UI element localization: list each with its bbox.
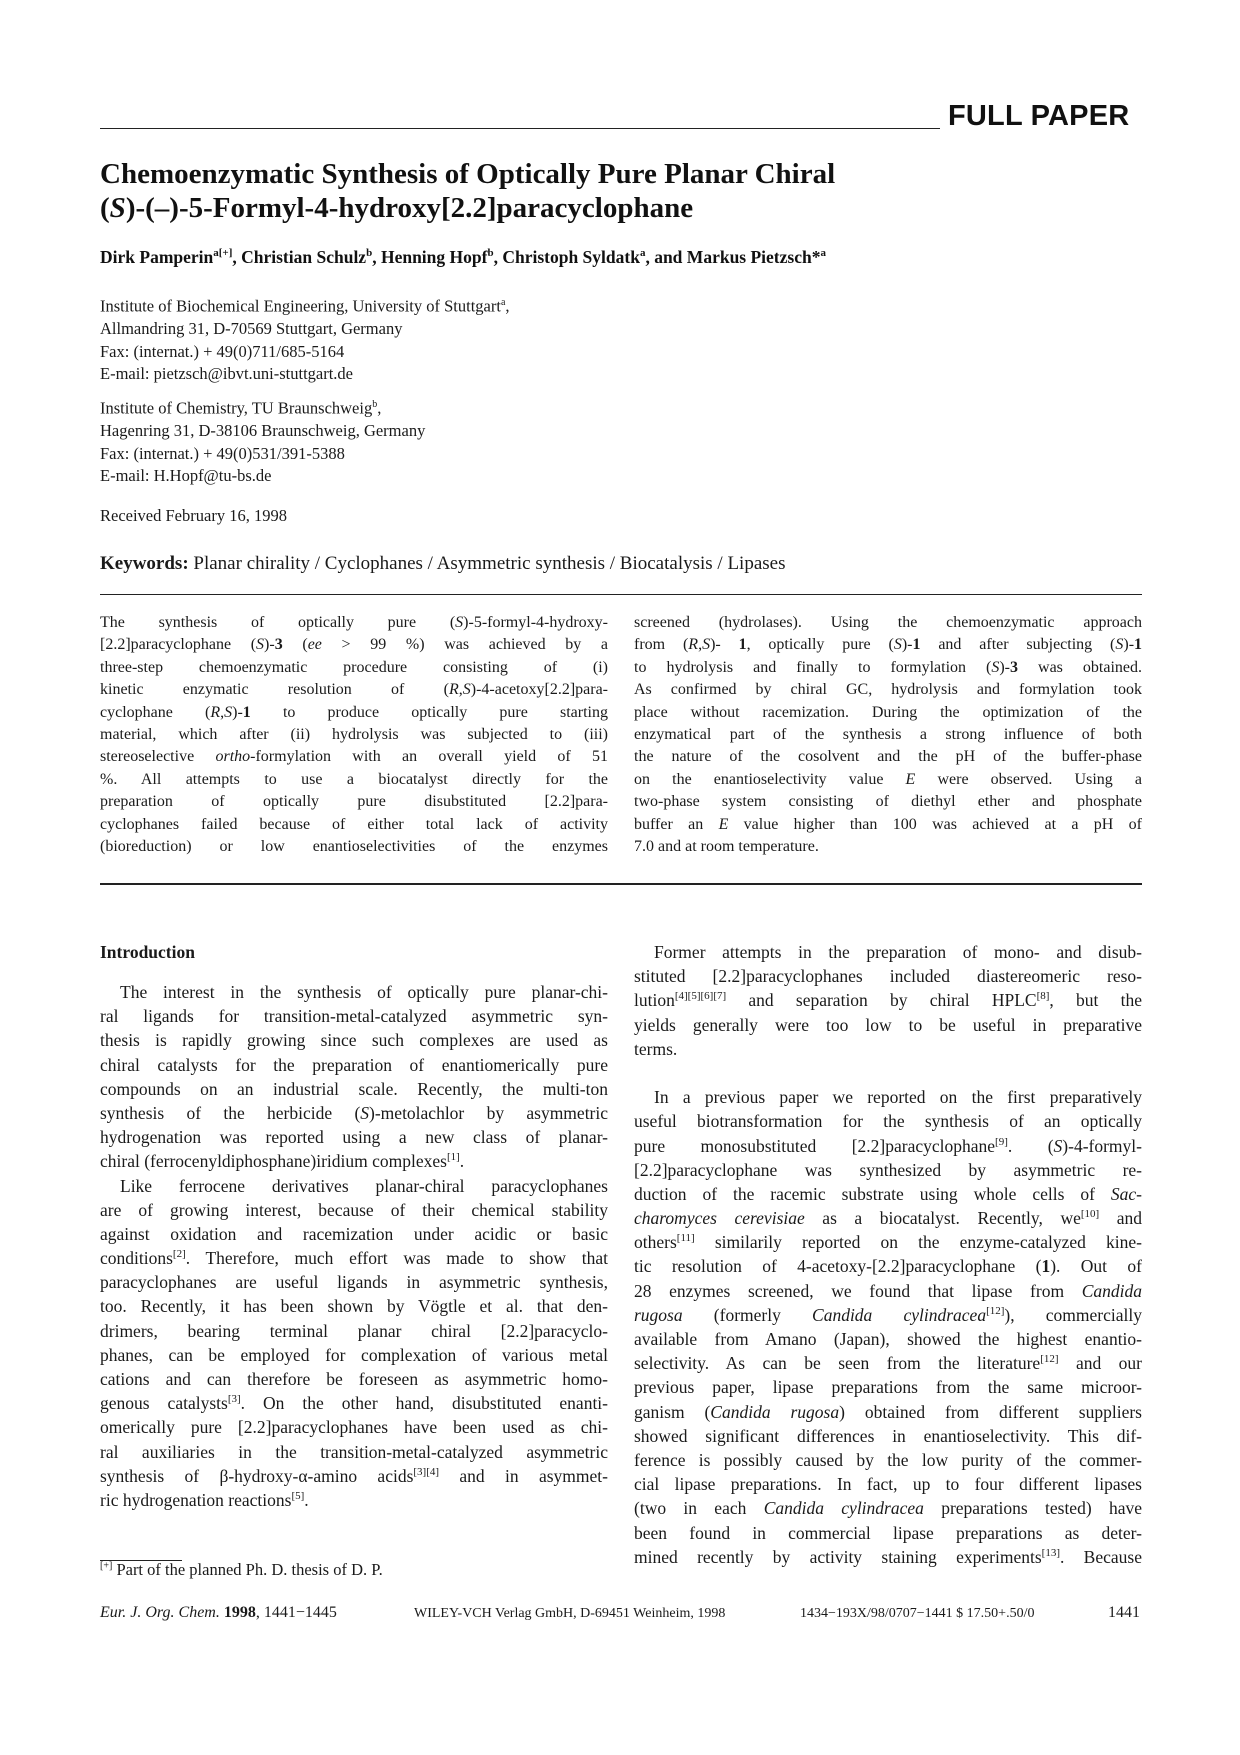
title-line-1: Chemoenzymatic Synthesis of Optically Pure Planar Chiral bbox=[100, 158, 836, 190]
page-number: 1441 bbox=[1108, 1604, 1140, 1621]
body-right-column: Former attempts in the preparation of mono- and disub- stituted [2.2]paracyclophanes included diastereomeric reso- lution[4][5][6][7] and separation by chiral HPLC[8], but the yields generally were too low to be useful in preparative terms. In a previous paper we reported on the first preparatively useful biotransformation for the synthesis of an optically pure monosubstituted [2.2]paracyclophane[9]. (S)-4-formyl- [2.2]paracyclophane was synthesized by asymmetric re- duction of the racemic substrate using whole cells of Sac- charomyces cerevisiae as a biocatalyst. Recently, we[10] and others[11] similarily reported on the enzyme-catalyzed kine- tic resolution of 4-acetoxy-[2.2]paracyclophane (1). Out of 28 enzymes screened, we found that lipase from Candida rugosa (formerly Candida cylindracea[12]), commercially available from Amano (Japan), showed the highest enantio- selectivity. As can be seen from the literature[12] and our previous paper, lipase preparations from the same microor- ganism (Candida rugosa) obtained from different suppliers showed significant differences in enantioselectivity. This dif- ference is possibly caused by the low purity of the commer- cial lipase preparations. In fact, up to four different lipases (two in each Candida cylindracea preparations tested) have been found in commercial lipase preparations as deter- mined recently by activity staining experiments[13]. Because bbox=[634, 942, 1142, 1567]
email-link[interactable]: E-mail: pietzsch@ibvt.uni-stuttgart.de bbox=[100, 364, 354, 383]
title-line-2: (S)-(–)-5-Formyl-4-hydroxy[2.2]paracyclophane bbox=[100, 192, 694, 224]
abstract-top-rule bbox=[100, 594, 1142, 595]
footer-publisher: WILEY-VCH Verlag GmbH, D-69451 Weinheim, 1998 bbox=[414, 1606, 726, 1621]
header-rule bbox=[100, 128, 940, 129]
email-link[interactable]: E-mail: H.Hopf@tu-bs.de bbox=[100, 466, 272, 485]
section-heading: Introduction bbox=[100, 942, 195, 962]
keywords: Keywords: Planar chirality / Cyclophanes / Asymmetric synthesis / Biocatalysis / Lipases bbox=[100, 553, 786, 574]
body-left-column: The interest in the synthesis of optically pure planar-chi- ral ligands for transition-metal-catalyzed asymmetric syn- thesis is rapidly growing since such complexes are used as chiral catalysts for the preparation of enantiomerically pure compounds on an industrial scale. Recently, the multi-ton synthesis of the herbicide (S)-metolachlor by asymmetric hydrogenation was reported using a new class of planar- chiral (ferrocenyldiphosphane)iridium complexes[1]. Like ferrocene derivatives planar-chiral paracyclophanes are of growing interest, because of their chemical stability against oxidation and racemization under acidic or basic conditions[2]. Therefore, much effort was made to show that paracyclophanes are useful ligands in asymmetric synthesis, too. Recently, it has been shown by Vögtle et al. that den- drimers, bearing terminal planar chiral [2.2]paracyclo- phanes, can be employed for complexation of various metal cations and can therefore be foreseen as asymmetric homo- genous catalysts[3]. On the other hand, disubstituted enanti- omerically pure [2.2]paracyclophanes have been used as chi- ral auxiliaries in the transition-metal-catalyzed asymmetric synthesis of β-hydroxy-α-amino acids[3][4] and in asymmet- ric hydrogenation reactions[5]. bbox=[100, 982, 609, 1510]
author-name: Markus Pietzsch* bbox=[686, 247, 821, 267]
received-date: Received February 16, 1998 bbox=[100, 506, 287, 525]
affiliation-a: Institute of Biochemical Engineering, University of Stuttgart$^a$, Allmandring 31, D-70569 Stuttgart, Germany Fax: (internat.) + 49(0)711/685-5164 E-mail: pietzsch@ibvt.uni-stuttgart.de bbox=[100, 292, 800, 386]
abstract-right-column: screened (hydrolases). Using the chemoenzymatic approach from (R,S)- 1, optically pure (S)-1 and after subjecting (S)-1 to hydrolysis and finally to formylation (S)-3 was obtained. As confirmed by chiral GC, hydrolysis and formylation took place without racemization. During the optimization of the enzymatical part of the synthesis a strong influence of both the nature of the cosolvent and the pH of the buffer-phase on the enantioselectivity value E were observed. Using a two-phase system consisting of diethyl ether and phosphate buffer an E value higher than 100 was achieved at a pH of 7.0 and at room temperature. bbox=[634, 614, 1143, 855]
abstract-left-column: The synthesis of optically pure (S)-5-formyl-4-hydroxy- [2.2]paracyclophane (S)-3 (ee > 99 %) was achieved by a three-step chemoenzymatic procedure consisting of (i) kinetic enzymatic resolution of (R,S)-4-acetoxy[2.2]para- cyclophane (R,S)-1 to produce optically pure starting material, which after (ii) hydrolysis was subjected to (iii) stereoselective ortho-formylation with an overall yield of 51 %. All attempts to use a biocatalyst directly for the preparation of optically pure disubstituted [2.2]para- cyclophanes failed because of either total lack of activity (bioreduction) or low enantioselectivities of the enzymes bbox=[100, 614, 609, 855]
author-name: Christian Schulz bbox=[241, 247, 367, 267]
footnote: [+] Part of the planned Ph. D. thesis of D. P. bbox=[100, 1560, 383, 1579]
author-name: Christoph Syldatk bbox=[502, 247, 640, 267]
section-label: FULL PAPER bbox=[948, 100, 1130, 132]
author-name: Henning Hopf bbox=[380, 247, 488, 267]
paper-title bbox=[100, 157, 1140, 225]
footer-issn-code: 1434−193X/98/0707−1441 $ 17.50+.50/0 bbox=[800, 1606, 1035, 1621]
author-list: Dirk Pamperin$^{a[+]}$, Christian Schulz$^b$, Henning Hopf$^b$, Christoph Syldatk$^a$, and Markus Pietzsch*$^a$ bbox=[100, 247, 826, 267]
author-name: Dirk Pamperin bbox=[100, 247, 214, 267]
footer-citation: Eur. J. Org. Chem. 1998, 1441−1445 bbox=[100, 1604, 337, 1621]
affiliation-b: Institute of Chemistry, TU Braunschweig$^b$, Hagenring 31, D-38106 Braunschweig, Germany Fax: (internat.) + 49(0)531/391-5388 E-mail: H.Hopf@tu-bs.de bbox=[100, 394, 800, 488]
abstract-bottom-rule bbox=[100, 883, 1142, 885]
